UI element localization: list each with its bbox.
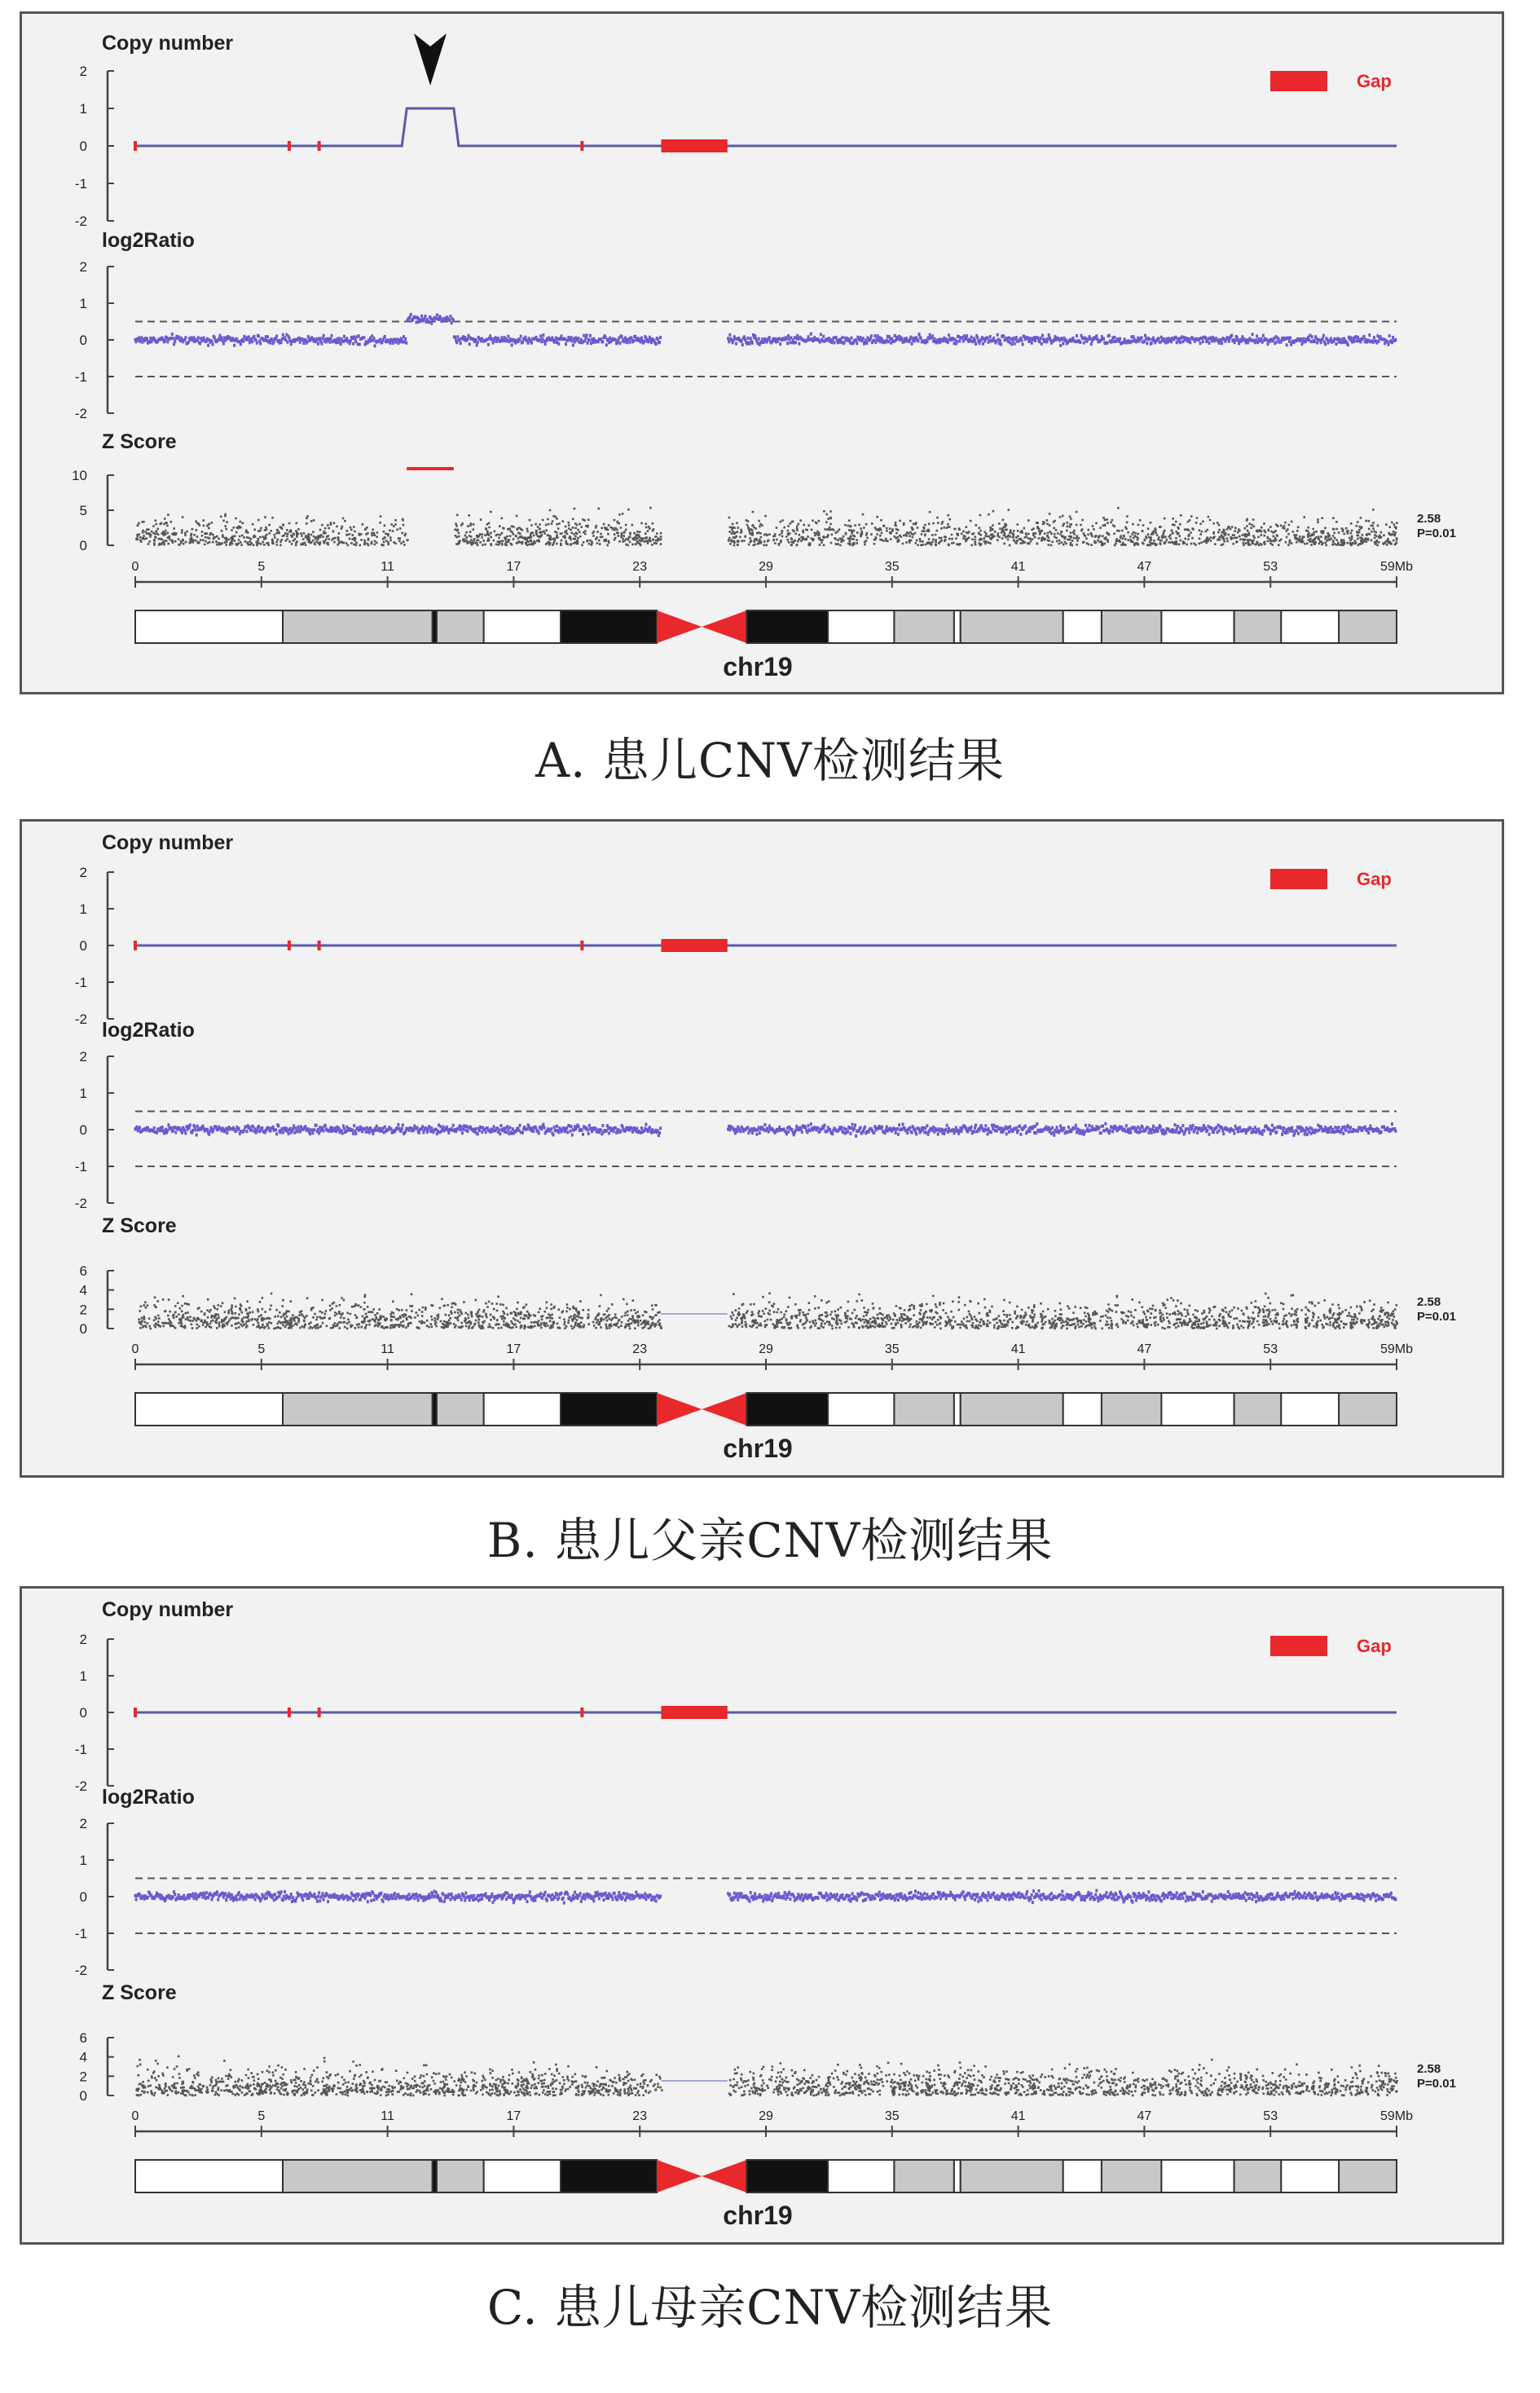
copy-number-tick-label: -2 (74, 1778, 87, 1794)
cytoband (561, 610, 657, 643)
copy-number-tick-label: -1 (74, 176, 87, 192)
cytoband (961, 1393, 1063, 1426)
gap-marker (318, 1708, 321, 1717)
gap-marker (134, 941, 137, 950)
cytoband (828, 1393, 894, 1426)
gap-legend-label: Gap (1357, 71, 1392, 91)
log2ratio-tick-label: 2 (79, 259, 87, 275)
log2ratio-tick-label: -2 (74, 1196, 87, 1211)
cytoband (437, 610, 484, 643)
cytoband (1281, 610, 1339, 643)
zscore-threshold-p: P=0.01 (1417, 1310, 1456, 1324)
gap-legend-swatch (1270, 1636, 1327, 1656)
zscore-threshold-p: P=0.01 (1417, 527, 1456, 540)
centromere-icon (702, 2160, 746, 2192)
gap-marker (288, 1708, 291, 1717)
cytoband (1234, 610, 1282, 643)
cytoband (135, 1393, 283, 1426)
position-tick-label: 0 (131, 1342, 139, 1356)
copy-number-tick-label: 1 (79, 101, 87, 117)
position-tick-label: 41 (1010, 560, 1026, 574)
cytoband (828, 610, 894, 643)
zscore-tick-label: 4 (79, 1282, 87, 1298)
log2ratio-tick-label: 0 (79, 333, 87, 348)
zscore-tick-label: 6 (79, 2030, 87, 2046)
position-tick-label: 29 (759, 1342, 773, 1356)
cytoband (1063, 2160, 1102, 2192)
copy-number-tick-label: 0 (79, 938, 87, 954)
gap-marker (134, 1708, 137, 1717)
position-tick-label: 47 (1137, 2109, 1152, 2123)
log2ratio-tick-label: -1 (74, 1159, 87, 1174)
log2ratio-tick-label: -2 (74, 1963, 87, 1978)
copy-number-title: Copy number (102, 831, 234, 854)
cytoband (135, 2160, 283, 2192)
gap-region (661, 1706, 727, 1719)
copy-number-title: Copy number (102, 32, 234, 55)
cytoband (561, 1393, 657, 1426)
log2ratio-tick-label: 2 (79, 1049, 87, 1064)
log2ratio-tick-label: -1 (74, 1926, 87, 1941)
caption-b: B. 患儿父亲CNV检测结果 (486, 1513, 1054, 1568)
cytoband (894, 1393, 953, 1426)
position-tick-label: 59Mb (1379, 560, 1414, 574)
cytoband (961, 610, 1063, 643)
gap-legend-label: Gap (1357, 1636, 1392, 1656)
cytoband (1102, 2160, 1161, 2192)
gap-region (661, 139, 727, 152)
cytoband (484, 610, 561, 643)
position-tick-label: 47 (1137, 560, 1152, 574)
gap-marker (580, 941, 583, 950)
position-tick-label: 29 (759, 560, 773, 574)
position-tick-label: 17 (506, 560, 521, 574)
zscore-tick-label: 6 (79, 1263, 87, 1279)
zscore-threshold-value: 2.58 (1417, 512, 1441, 526)
log2ratio-title: log2Ratio (102, 229, 195, 252)
position-tick-label: 5 (257, 2109, 266, 2123)
centromere-icon (702, 610, 746, 643)
cytoband (954, 1393, 961, 1426)
zscore-tick-label: 0 (79, 1321, 87, 1337)
copy-number-line (135, 108, 1397, 146)
cytoband (484, 1393, 561, 1426)
zscore-title: Z Score (102, 1214, 177, 1237)
chromosome-label: chr19 (723, 1434, 793, 1463)
cytoband (828, 2160, 894, 2192)
zscore-title: Z Score (102, 430, 177, 453)
cytoband (1102, 1393, 1161, 1426)
caption-a: A. 患儿CNV检测结果 (535, 733, 1005, 788)
gap-marker (580, 141, 583, 151)
cytoband (283, 1393, 433, 1426)
position-tick-label: 35 (884, 1342, 900, 1356)
log2ratio-points (135, 1122, 1396, 1138)
gap-legend-swatch (1270, 71, 1327, 91)
chromosome-label: chr19 (723, 2201, 793, 2230)
centromere-icon (657, 610, 702, 643)
centromere-icon (702, 1393, 746, 1426)
centromere-icon (657, 1393, 702, 1426)
duplication-arrow-icon (414, 33, 447, 86)
cytoband (1063, 610, 1102, 643)
gap-region (661, 939, 727, 952)
zscore-tick-label: 0 (79, 2088, 87, 2104)
position-tick-label: 17 (506, 2109, 521, 2123)
position-tick-label: 41 (1010, 1342, 1026, 1356)
position-tick-label: 41 (1010, 2109, 1026, 2123)
zscore-threshold-p: P=0.01 (1417, 2077, 1456, 2091)
copy-number-tick-label: 2 (79, 1632, 87, 1647)
copy-number-tick-label: 1 (79, 901, 87, 917)
zscore-tick-label: 5 (79, 503, 87, 518)
cytoband (1234, 2160, 1282, 2192)
copy-number-tick-label: -1 (74, 1742, 87, 1757)
log2ratio-title: log2Ratio (102, 1786, 195, 1809)
panel-a (20, 11, 1504, 694)
panel-b (20, 819, 1504, 1478)
cytoband (1281, 2160, 1339, 2192)
log2ratio-tick-label: 1 (79, 1853, 87, 1868)
copy-number-tick-label: 1 (79, 1668, 87, 1684)
cytoband (746, 610, 828, 643)
gap-legend-label: Gap (1357, 869, 1392, 889)
copy-number-tick-label: -2 (74, 1011, 87, 1027)
log2ratio-tick-label: -2 (74, 406, 87, 421)
cytoband (561, 2160, 657, 2192)
gap-marker (318, 941, 321, 950)
copy-number-tick-label: -2 (74, 214, 87, 229)
log2ratio-tick-label: 1 (79, 1086, 87, 1101)
cytoband (1234, 1393, 1282, 1426)
copy-number-tick-label: -1 (74, 975, 87, 990)
cytoband (1339, 610, 1397, 643)
panel-c (20, 1586, 1504, 2245)
cytoband (1102, 610, 1161, 643)
position-tick-label: 23 (632, 560, 648, 574)
position-tick-label: 11 (381, 560, 394, 574)
zscore-points (138, 1293, 1398, 1329)
copy-number-tick-label: 2 (79, 865, 87, 880)
cytoband (746, 1393, 828, 1426)
position-tick-label: 0 (131, 560, 139, 574)
position-tick-label: 29 (759, 2109, 773, 2123)
copy-number-tick-label: 0 (79, 1705, 87, 1721)
cytoband (437, 2160, 484, 2192)
cytoband (1161, 1393, 1234, 1426)
zscore-threshold-value: 2.58 (1417, 2062, 1441, 2076)
position-tick-label: 11 (381, 1342, 394, 1356)
position-tick-label: 17 (506, 1342, 521, 1356)
gap-marker (318, 141, 321, 151)
cnv-plot-b (22, 822, 1502, 1475)
copy-number-tick-label: 0 (79, 139, 87, 154)
cnv-plot-a (22, 14, 1502, 692)
cytoband (1281, 1393, 1339, 1426)
cytoband (283, 2160, 433, 2192)
cytoband (894, 2160, 953, 2192)
cytoband (1063, 1393, 1102, 1426)
log2ratio-title: log2Ratio (102, 1019, 195, 1042)
zscore-title: Z Score (102, 1981, 177, 2004)
log2ratio-tick-label: -1 (74, 369, 87, 385)
gap-legend-swatch (1270, 869, 1327, 889)
copy-number-tick-label: 2 (79, 64, 87, 79)
cytoband (961, 2160, 1063, 2192)
zscore-tick-label: 4 (79, 2049, 87, 2065)
cytoband (954, 610, 961, 643)
position-tick-label: 59Mb (1379, 2109, 1414, 2123)
centromere-icon (657, 2160, 702, 2192)
zscore-tick-label: 10 (72, 468, 87, 483)
zscore-points (135, 508, 1398, 545)
position-tick-label: 53 (1263, 560, 1278, 574)
position-tick-label: 5 (257, 1342, 266, 1356)
position-tick-label: 0 (131, 2109, 139, 2123)
zscore-tick-label: 2 (79, 1302, 87, 1318)
log2ratio-points (135, 1889, 1396, 1905)
position-tick-label: 5 (257, 560, 266, 574)
cytoband (1339, 1393, 1397, 1426)
cytoband (484, 2160, 561, 2192)
log2ratio-tick-label: 0 (79, 1122, 87, 1138)
zscore-threshold-value: 2.58 (1417, 1295, 1441, 1309)
gap-marker (580, 1708, 583, 1717)
gap-marker (288, 141, 291, 151)
position-tick-label: 53 (1263, 1342, 1278, 1356)
log2ratio-points (135, 313, 1396, 348)
zscore-tick-label: 2 (79, 2069, 87, 2085)
copy-number-title: Copy number (102, 1598, 234, 1621)
cytoband (746, 2160, 828, 2192)
position-tick-label: 11 (381, 2109, 394, 2123)
log2ratio-tick-label: 1 (79, 296, 87, 311)
position-tick-label: 47 (1137, 1342, 1152, 1356)
cytoband (1161, 2160, 1234, 2192)
cytoband (283, 610, 433, 643)
position-tick-label: 35 (884, 560, 900, 574)
log2ratio-tick-label: 2 (79, 1816, 87, 1831)
gap-marker (288, 941, 291, 950)
cytoband (1161, 610, 1234, 643)
zscore-tick-label: 0 (79, 538, 87, 553)
cnv-plot-c (22, 1589, 1502, 2242)
chromosome-label: chr19 (723, 652, 793, 681)
zscore-points (135, 2056, 1398, 2096)
cytoband (894, 610, 953, 643)
position-tick-label: 53 (1263, 2109, 1278, 2123)
cytoband (1339, 2160, 1397, 2192)
position-tick-label: 35 (884, 2109, 900, 2123)
position-tick-label: 59Mb (1379, 1342, 1414, 1356)
cytoband (135, 610, 283, 643)
cytoband (437, 1393, 484, 1426)
position-tick-label: 23 (632, 1342, 648, 1356)
caption-c: C. 患儿母亲CNV检测结果 (486, 2280, 1054, 2335)
position-tick-label: 23 (632, 2109, 648, 2123)
log2ratio-tick-label: 0 (79, 1889, 87, 1905)
cytoband (954, 2160, 961, 2192)
gap-marker (134, 141, 137, 151)
